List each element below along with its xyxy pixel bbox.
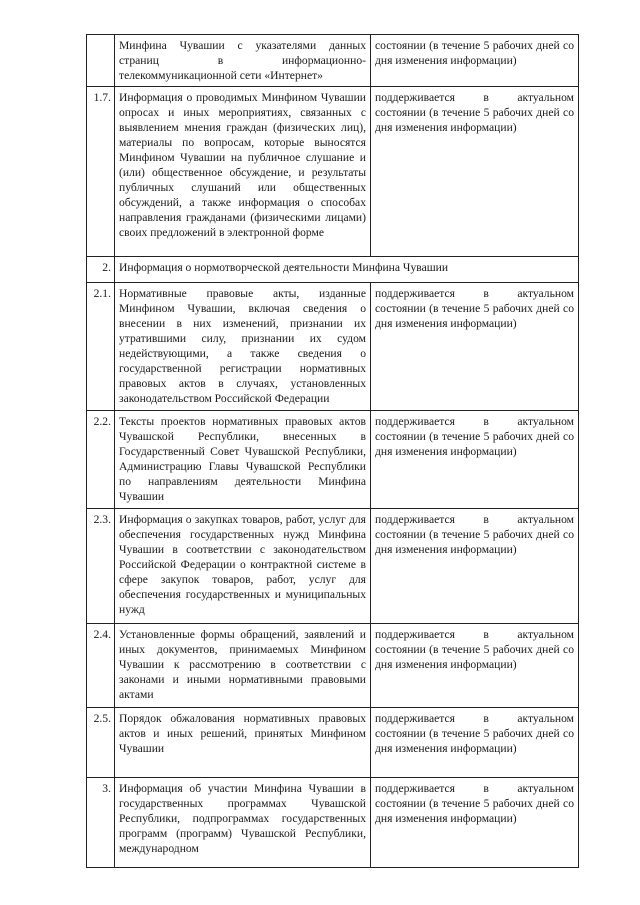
table-row xyxy=(87,509,579,624)
table-row xyxy=(87,411,579,509)
row-term: поддерживается в актуальном состоянии (в течение 5 рабочих дней со дня изменения информации) xyxy=(371,411,579,509)
section-number: 2. xyxy=(87,257,115,283)
row-term: поддерживается в актуальном состоянии (в течение 5 рабочих дней со дня изменения информации) xyxy=(371,87,579,257)
section-row xyxy=(87,257,579,283)
row-description: Порядок обжалования нормативных правовых актов и иных решений, принятых Минфином Чувашии xyxy=(115,708,371,778)
row-description: Информация о закупках товаров, работ, услуг для обеспечения государственных нужд Минфина Чувашии в соответствии с законодательством Российской Федерации о контрактной системе в сфере закупок товаров, работ, услуг для обеспечения государственных и муниципальных нужд xyxy=(115,509,371,624)
table-row xyxy=(87,283,579,411)
row-number: 2.2. xyxy=(87,411,115,509)
row-number xyxy=(87,35,115,87)
table-row xyxy=(87,778,579,868)
row-number: 2.5. xyxy=(87,708,115,778)
row-description: Тексты проектов нормативных правовых актов Чувашской Республики, внесенных в Государственный Совет Чувашской Республики, Администрацию Главы Чувашской Республики по направлениям деятельности Минфина Чувашии xyxy=(115,411,371,509)
table-row xyxy=(87,624,579,708)
row-term: поддерживается в актуальном состоянии (в течение 5 рабочих дней со дня изменения информации) xyxy=(371,778,579,868)
table-row xyxy=(87,708,579,778)
row-term: состоянии (в течение 5 рабочих дней со дня изменения информации) xyxy=(371,35,579,87)
row-description: Минфина Чувашии с указателями данных страниц в информационно-телекоммуникационной сети «Интернет» xyxy=(115,35,371,87)
row-number: 2.4. xyxy=(87,624,115,708)
row-description: Установленные формы обращений, заявлений и иных документов, принимаемых Минфином Чувашии к рассмотрению в соответствии с законами и иными нормативными правовыми актами xyxy=(115,624,371,708)
row-number: 2.3. xyxy=(87,509,115,624)
information-table xyxy=(86,34,579,868)
row-term: поддерживается в актуальном состоянии (в течение 5 рабочих дней со дня изменения информации) xyxy=(371,283,579,411)
row-term: поддерживается в актуальном состоянии (в течение 5 рабочих дней со дня изменения информации) xyxy=(371,509,579,624)
section-title: Информация о нормотворческой деятельности Минфина Чувашии xyxy=(115,257,579,283)
row-description: Нормативные правовые акты, изданные Минфином Чувашии, включая сведения о внесении в них изменений, признании их утратившими силу, признании их судом недействующими, а также сведения о государственной регистрации нормативных правовых актов в случаях, установленных законодательством Российской Федерации xyxy=(115,283,371,411)
row-description: Информация об участии Минфина Чувашии в государственных программах Чувашской Республики, подпрограммах государственных программ (программ) Чувашской Республики, международном xyxy=(115,778,371,868)
row-description: Информация о проводимых Минфином Чувашии опросах и иных мероприятиях, связанных с выявлением мнения граждан (физических лиц), материалы по вопросам, которые выносятся Минфином Чувашии на публичное слушание и (или) общественное обсуждение, и результаты публичных слушаний или общественных обсуждений, а также информация о способах направления гражданами (физическими лицами) своих предложений в электронной форме xyxy=(115,87,371,257)
row-term: поддерживается в актуальном состоянии (в течение 5 рабочих дней со дня изменения информации) xyxy=(371,624,579,708)
table-row xyxy=(87,35,579,87)
row-number: 2.1. xyxy=(87,283,115,411)
row-number: 3. xyxy=(87,778,115,868)
row-number: 1.7. xyxy=(87,87,115,257)
table-row xyxy=(87,87,579,257)
row-term: поддерживается в актуальном состоянии (в течение 5 рабочих дней со дня изменения информации) xyxy=(371,708,579,778)
document-page xyxy=(86,34,578,868)
